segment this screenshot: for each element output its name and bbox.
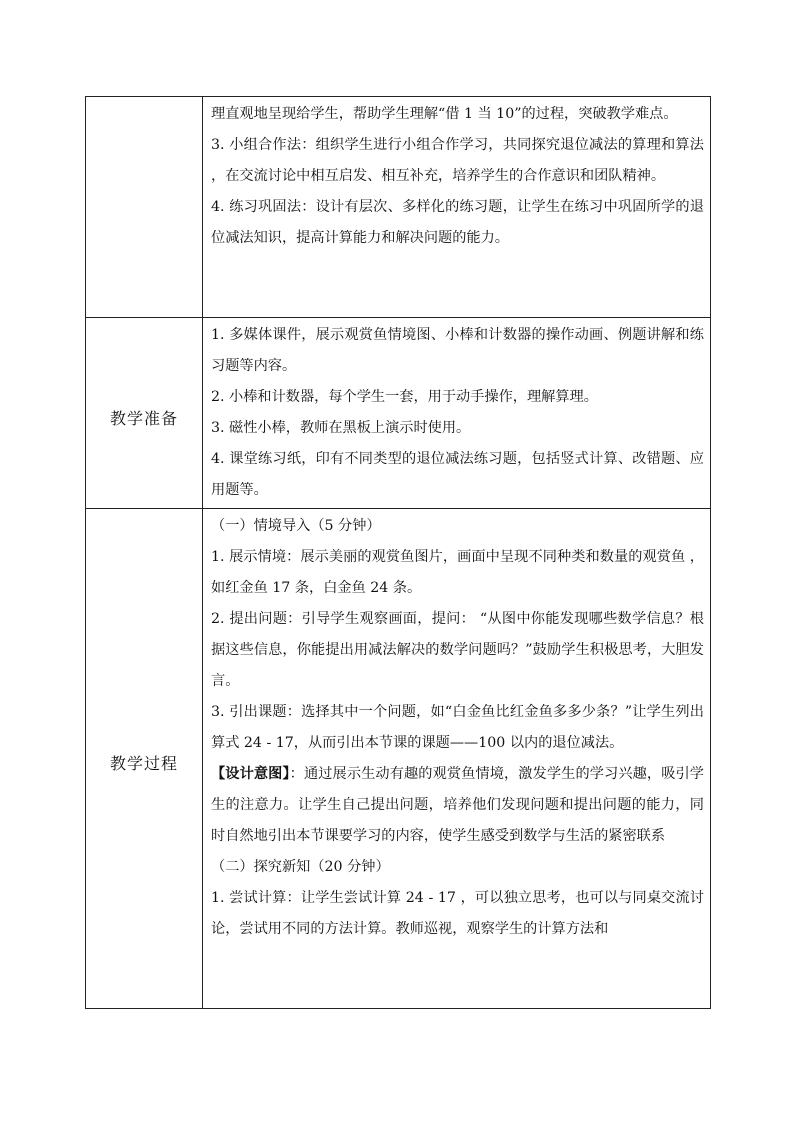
paragraph: 2. 小棒和计数器，每个学生一套，用于动手操作，理解算理。: [211, 389, 598, 405]
paragraph: 3. 磁性小棒，教师在黑板上演示时使用。: [211, 420, 471, 436]
row-label-cell: [86, 97, 203, 318]
paragraph: 4. 练习巩固法：设计有层次、多样化的练习题，让学生在练习中巩固所学的退位减法知识，提高计算能力和解决问题的能力。: [211, 199, 704, 246]
row-label: 教学准备: [109, 408, 178, 428]
design-intent-text: ：通过展示生动有趣的观赏鱼情境，激发学生的学习兴趣，吸引学生的注意力。让学生自己提出问题，培养他们发现问题和提出问题的能力，同时自然地引出本节课要学习的内容，使学生感受到数学与生活的紧密联系: [211, 766, 704, 844]
paragraph: 1. 多媒体课件，展示观赏鱼情境图、小棒和计数器的操作动画、例题讲解和练习题等内容。: [211, 327, 704, 374]
paragraph: 1. 尝试计算：让学生尝试计算 24 - 17 ，可以独立思考，也可以与同桌交流讨论，尝试用不同的方法计算。教师巡视，观察学生的计算方法和: [211, 890, 704, 937]
lesson-plan-table: [85, 96, 711, 1009]
row-content-cell: [203, 318, 711, 509]
table-row: [86, 509, 711, 1009]
paragraph: 2. 提出问题：引导学生观察画面，提问： “从图中你能发现哪些数学信息？根据这些信息，你能提出用减法解决的数学问题吗？”鼓励学生积极思考，大胆发言。: [211, 611, 704, 689]
row-label-cell: [86, 509, 203, 1009]
row-label: 教学过程: [109, 754, 178, 773]
table-row: [86, 97, 711, 318]
design-intent-paragraph: [211, 759, 704, 852]
row-label-cell: [86, 318, 203, 509]
paragraph: 1. 展示情境：展示美丽的观赏鱼图片，画面中呈现不同种类和数量的观赏鱼 ，如红金鱼 17 条，白金鱼 24 条。: [211, 549, 704, 596]
row-content-cell: [203, 509, 711, 1009]
paragraph: 理直观地呈现给学生，帮助学生理解“借 1 当 10”的过程，突破教学难点。: [211, 106, 678, 122]
paragraph: 3. 小组合作法：组织学生进行小组合作学习，共同探究退位减法的算理和算法 ，在交流讨论中相互启发、相互补充，培养学生的合作意识和团队精神。: [211, 137, 704, 184]
table-row: [86, 318, 711, 509]
section-heading: （一）情境导入（5 分钟）: [211, 518, 381, 534]
paragraph: 4. 课堂练习纸，印有不同类型的退位减法练习题，包括竖式计算、改错题、应用题等。: [211, 451, 704, 498]
design-intent-label: 【设计意图】: [211, 766, 290, 782]
row-content-cell: [203, 97, 711, 318]
section-heading: （二）探究新知（20 分钟）: [211, 859, 390, 875]
paragraph: 3. 引出课题：选择其中一个问题，如“白金鱼比红金鱼多多少条？”让学生列出算式 24 - 17，从而引出本节课的课题——100 以内的退位减法。: [211, 704, 704, 751]
